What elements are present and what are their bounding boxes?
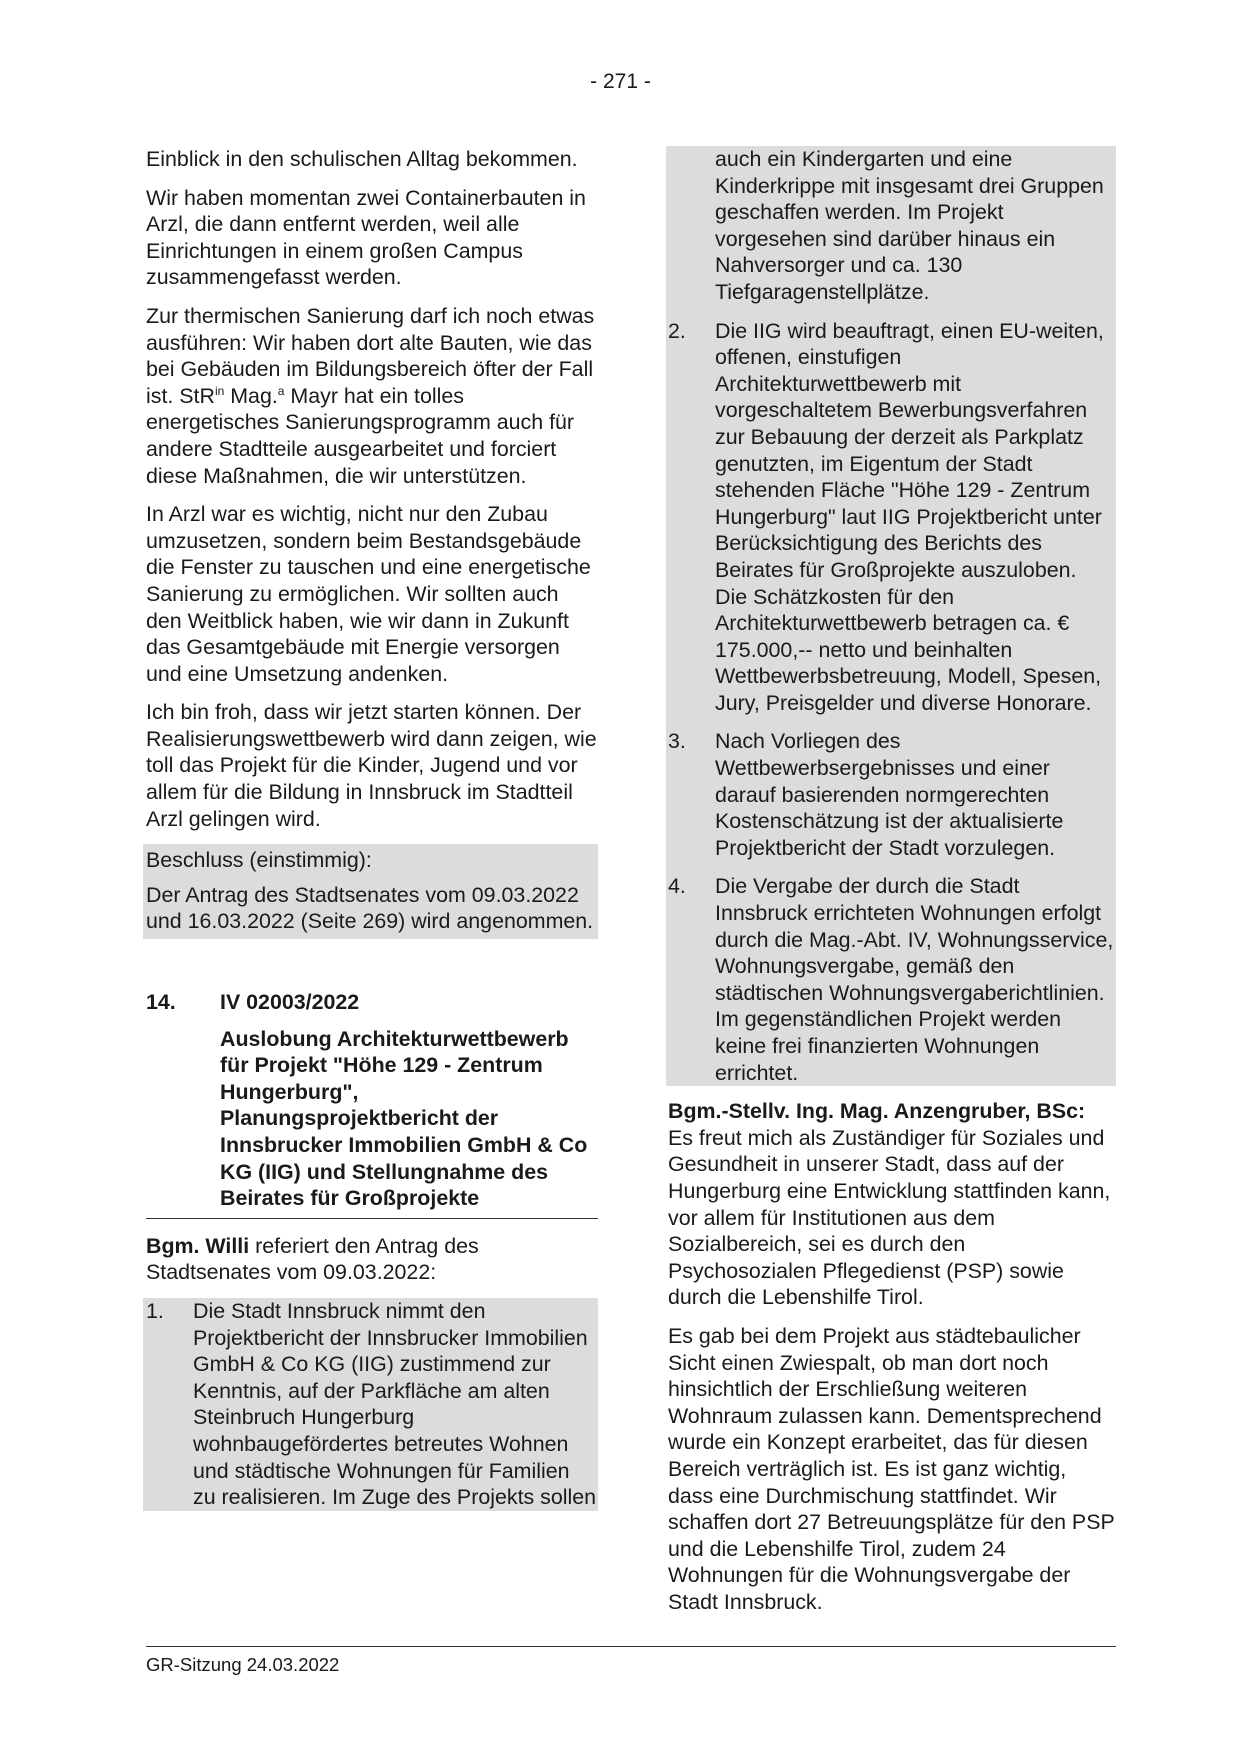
decision-box: [143, 844, 598, 939]
item-text: auch ein Kindergarten und eine Kinderkrippe mit insgesamt drei Gruppen geschaffen werden. Im Projekt vorgesehen sind darüber hinaus ein Nahversorger und ca. 130 Tiefgaragenstellplätze.: [715, 147, 1104, 304]
paragraph: Ich bin froh, dass wir jetzt starten können. Der Realisierungswettbewerb wird dann zeigen, wie toll das Projekt für die Kinder, Jugend und vor allem für die Bildung in Innsbruck im Stadtteil Arzl gelingen wird.: [146, 700, 597, 831]
item-number: 2.: [668, 318, 686, 343]
paragraph: Zur thermischen Sanierung darf ich noch etwas ausführen: Wir haben dort alte Bauten, wie das bei Gebäuden im Bildungsbereich öfter der Fall ist. StR$^{in}$ Mag.$^a$ Mayr hat ein tolles energetisches Sanierungsprogramm auch für andere Stadtteile ausgearbeitet und forciert diese Maßnahmen, die wir unterstützen.: [146, 303, 595, 488]
paragraph: Es gab bei dem Projekt aus städtebaulicher Sicht einen Zwiespalt, ob man dort noch hinsichtlich der Erschließung weiteren Wohnraum zulassen kann. Dementsprechend wurde ein Konzept erarbeitet, das für diesen Bereich verträglich ist. Es ist ganz wichtig, dass eine Durchmischung stattfindet. Wir schaffen dort 27 Betreuungsplätze für den PSP und die Lebenshilfe Tirol, zudem 24 Wohnungen für die Wohnungsvergabe der Stadt Innsbruck.: [668, 1323, 1115, 1614]
paragraph: Einblick in den schulischen Alltag bekommen.: [146, 147, 578, 171]
agenda-code: IV 02003/2022: [220, 990, 360, 1015]
agenda-item: [146, 989, 598, 1212]
footer-divider: [146, 1646, 1116, 1647]
decision-text: Der Antrag des Stadtsenates vom 09.03.2022 und 16.03.2022 (Seite 269) wird angenommen.: [146, 882, 594, 934]
footer-text: GR-Sitzung 24.03.2022: [146, 1654, 340, 1675]
motion-item-1: [143, 1298, 598, 1511]
paragraph: In Arzl war es wichtig, nicht nur den Zubau umzusetzen, sondern beim Bestandsgebäude die Fenster zu tauschen und eine energetische Sanierung zu ermöglichen. Wir sollten auch den Weitblick haben, wie wir dann in Zukunft das Gesamtgebäude mit Energie versorgen und eine Umsetzung andenken.: [146, 502, 591, 686]
divider: [146, 1218, 598, 1219]
right-column: [668, 146, 1116, 1627]
item-number: 3.: [668, 729, 686, 754]
paragraph: Wir haben momentan zwei Containerbauten in Arzl, die dann entfernt werden, weil alle Einrichtungen in einem großen Campus zusammengefasst werden.: [146, 185, 586, 290]
item-number: 4.: [668, 874, 686, 899]
agenda-number: 14.: [146, 990, 176, 1015]
decision-label: Beschluss (einstimmig):: [146, 848, 372, 873]
motion-item-3: [668, 728, 1114, 873]
item-text: Die Vergabe der durch die Stadt Innsbruck errichteten Wohnungen erfolgt durch die Mag.-Abt. IV, Wohnungsservice, Wohnungsvergabe, gemäß den städtischen Wohnungsvergaberichtlinien. Im gegenständlichen Projekt werden keine frei finanzierten Wohnungen errichtet.: [715, 874, 1114, 1085]
page-number: - 271 -: [590, 70, 651, 93]
left-column: [146, 146, 598, 1511]
motion-item-4: [668, 873, 1114, 1086]
motion-item-2: [668, 318, 1114, 729]
motion-item-1-continued: [668, 146, 1114, 318]
referent-name: Bgm. Willi: [146, 1233, 250, 1258]
speaker-name: Bgm.-Stellv. Ing. Mag. Anzengruber, BSc:: [668, 1099, 1086, 1124]
speaker-paragraph: Bgm.-Stellv. Ing. Mag. Anzengruber, BSc: Es freut mich als Zuständiger für Soziales und Gesundheit in unserer Stadt, dass auf der Hungerburg eine Entwicklung stattfinden kann, vor allem für Institutionen aus dem Sozialbereich, sei es durch den Psychosozialen Pflegedienst (PSP) sowie durch die Lebenshilfe Tirol.: [668, 1099, 1111, 1310]
motion-block: [666, 146, 1116, 1086]
item-text: Nach Vorliegen des Wettbewerbsergebnisses und einer darauf basierenden normgerechten Kostenschätzung ist der aktualisierte Projektbericht der Stadt vorzulegen.: [715, 729, 1064, 860]
item-text: Die IIG wird beauftragt, einen EU-weiten, offenen, einstufigen Architekturwettbewerb mit vorgeschaltetem Bewerbungsverfahren zur Bebauung der derzeit als Parkplatz genutzten, im Eigentum der Stadt stehenden Fläche "Höhe 129 - Zentrum Hungerburg" laut IIG Projektbericht unter Berücksichtigung des Berichts des Beirates für Großprojekte auszuloben. Die Schätzkosten für den Architekturwettbewerb betragen ca. € 175.000,-- netto und beinhalten Wettbewerbsbetreuung, Modell, Spesen, Jury, Preisgelder und diverse Honorare.: [715, 318, 1104, 715]
referent-paragraph: Bgm. Willi referiert den Antrag des Stadtsenates vom 09.03.2022:: [146, 1233, 479, 1285]
item-text: Die Stadt Innsbruck nimmt den Projektbericht der Innsbrucker Immobilien GmbH & Co KG (IIG) zustimmend zur Kenntnis, auf der Parkfläche am alten Steinbruch Hungerburg wohnbaugefördertes betreutes Wohnen und städtische Wohnungen für Familien zu realisieren. Im Zuge des Projekts sollen: [193, 1298, 597, 1510]
item-number: 1.: [146, 1298, 164, 1323]
agenda-title: Auslobung Architekturwettbewerb für Projekt "Höhe 129 - Zentrum Hungerburg", Planungsprojektbericht der Innsbrucker Immobilien GmbH & Co KG (IIG) und Stellungnahme des Beirates für Großprojekte: [220, 1026, 588, 1211]
